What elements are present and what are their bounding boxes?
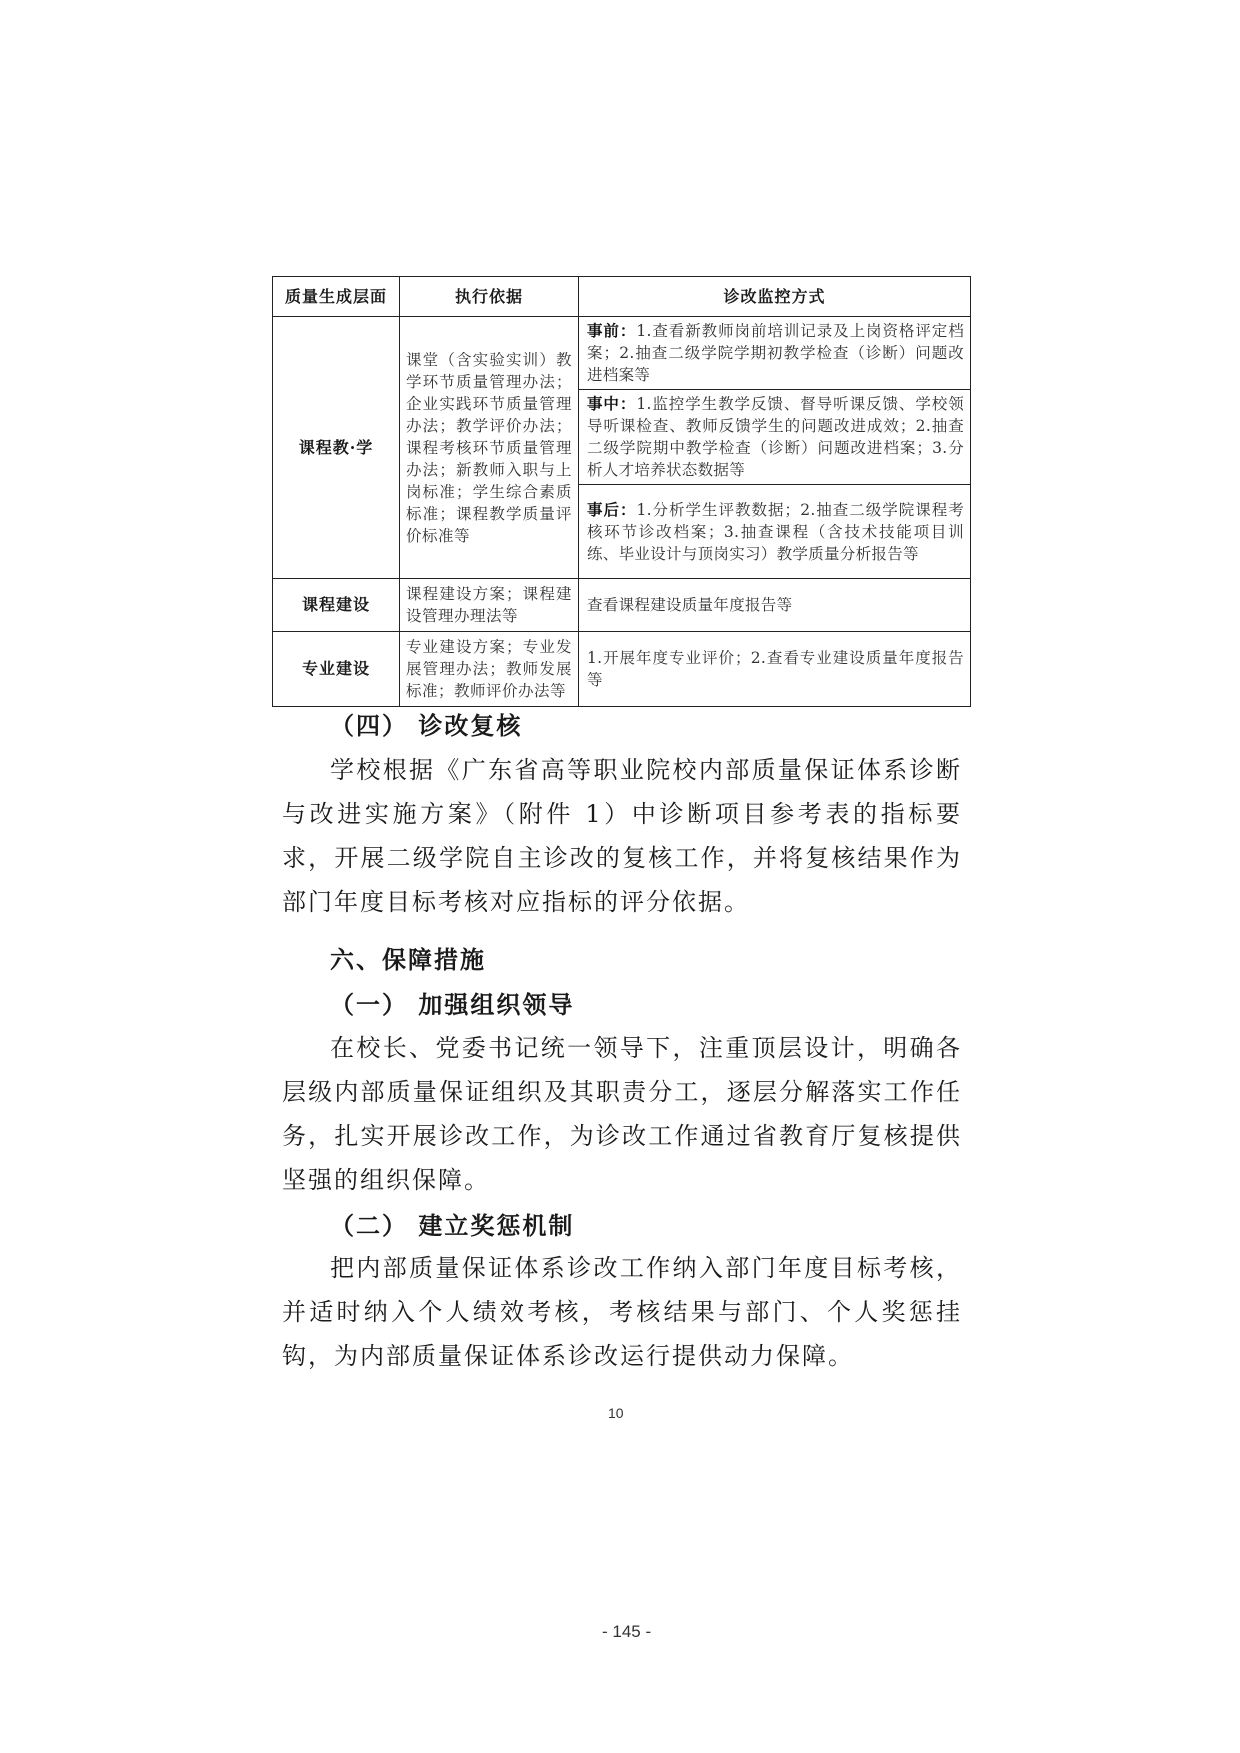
- phase-text-after: 1.分析学生评教数据；2.抽查二级学院课程考核环节诊改档案；3.抽查课程（含技术技能项目训练、毕业设计与顶岗实习）教学质量分析报告等: [587, 500, 964, 563]
- outer-page-number: - 145 -: [602, 1622, 652, 1641]
- section-6-1-heading: （一） 加强组织领导: [330, 991, 575, 1019]
- table-row: [273, 632, 971, 707]
- method-major-building: 1.开展年度专业评价；2.查看专业建设质量年度报告等: [579, 632, 971, 707]
- section-6-1-paragraph: 在校长、党委书记统一领导下，注重顶层设计，明确各层级内部质量保证组织及其职责分工，逐层分解落实工作任务，扎实开展诊改工作，为诊改工作通过省教育厅复核提供坚强的组织保障。: [282, 1034, 962, 1194]
- layer-course-teaching: 课程教·学: [273, 317, 400, 579]
- section-6-heading: 六、保障措施: [330, 946, 486, 974]
- table-row: [273, 317, 971, 390]
- phase-label-before: 事前：: [587, 321, 637, 340]
- table-row: [273, 579, 971, 632]
- section-4-paragraph: 学校根据《广东省高等职业院校内部质量保证体系诊断与改进实施方案》（附件 1）中诊断项目参考表的指标要求，开展二级学院自主诊改的复核工作，并将复核结果作为部门年度目标考核对应指标的评分依据。: [282, 756, 962, 916]
- inner-page-number: 10: [608, 1405, 624, 1421]
- section-6-2-heading: （二） 建立奖惩机制: [330, 1212, 575, 1240]
- basis-course-teaching: 课堂（含实验实训）教学环节质量管理办法；企业实践环节质量管理办法；教学评价办法；课程考核环节质量管理办法；新教师入职与上岗标准；学生综合素质标准；课程教学质量评价标准等: [400, 317, 579, 579]
- section-6-2-paragraph: 把内部质量保证体系诊改工作纳入部门年度目标考核，并适时纳入个人绩效考核，考核结果与部门、个人奖惩挂钩，为内部质量保证体系诊改运行提供动力保障。: [282, 1254, 962, 1370]
- layer-major-building: 专业建设: [273, 632, 400, 707]
- section-4-heading: （四） 诊改复核: [330, 712, 523, 740]
- phase-label-after: 事后：: [587, 499, 637, 519]
- method-before: [579, 317, 971, 390]
- method-during: [579, 390, 971, 485]
- phase-text-before: 1.查看新教师岗前培训记录及上岗资格评定档案；2.抽查二级学院学期初教学检查（诊断）问题改进档案等: [587, 322, 964, 384]
- table-header-row: [273, 277, 971, 317]
- quality-monitoring-table: [272, 276, 971, 707]
- layer-course-building: 课程建设: [273, 579, 400, 632]
- method-after: [579, 485, 971, 579]
- method-course-building: 查看课程建设质量年度报告等: [579, 579, 971, 632]
- header-quality-layer: 质量生成层面: [273, 277, 400, 317]
- basis-course-building: 课程建设方案；课程建设管理办理法等: [400, 579, 579, 632]
- basis-major-building: 专业建设方案；专业发展管理办法；教师发展标准；教师评价办法等: [400, 632, 579, 707]
- phase-text-during: 1.监控学生教学反馈、督导听课反馈、学校领导听课检查、教师反馈学生的问题改进成效；2.抽查二级学院期中教学检查（诊断）问题改进档案；3.分析人才培养状态数据等: [587, 395, 964, 479]
- header-execution-basis: 执行依据: [400, 277, 579, 317]
- phase-label-during: 事中：: [587, 394, 637, 413]
- header-monitoring-method: 诊改监控方式: [579, 277, 971, 317]
